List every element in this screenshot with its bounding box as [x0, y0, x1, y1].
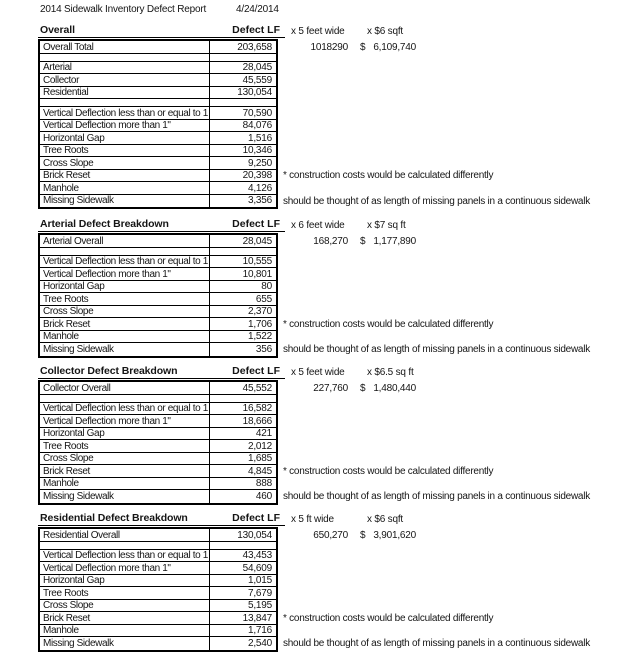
section-body [38, 233, 623, 358]
row-label-cell: Vertical Deflection less than or equal to 1 [40, 256, 210, 268]
table-row [40, 415, 276, 428]
row-label-cell: Brick Reset [40, 465, 210, 477]
table-row [40, 87, 276, 100]
row-label-cell: Residential [40, 87, 210, 99]
cost-multiplier-header: x $6 sqft [367, 514, 403, 525]
row-value-cell: 1,015 [247, 575, 272, 586]
defect-lf-header: Defect LF [214, 24, 285, 38]
defect-lf-header: Defect LF [214, 218, 285, 232]
section-title: Overall [38, 24, 214, 38]
section-header-row [38, 220, 623, 232]
row-value-cell: 1,516 [247, 132, 272, 144]
row-label-cell: Brick Reset [40, 318, 210, 330]
cost-total-value: 1,177,890 [373, 235, 416, 247]
row-label-cell [40, 542, 210, 549]
table-row [40, 306, 276, 319]
table-row [40, 157, 276, 170]
table-row [40, 235, 276, 248]
table-row [40, 331, 276, 344]
row-value-cell: 356 [255, 343, 272, 355]
table-row-blank [40, 54, 276, 62]
construction-cost-note: * construction costs would be calculated differently [283, 465, 494, 477]
section-header-row [38, 26, 623, 38]
section-title: Arterial Defect Breakdown [38, 218, 214, 232]
row-label-cell: Vertical Deflection more than 1" [40, 120, 210, 132]
cost-multiplier-header: x $6.5 sq ft [367, 367, 414, 378]
row-value-cell: 460 [255, 490, 272, 502]
area-sqft-value: 168,270 [313, 235, 348, 247]
row-label-cell: Brick Reset [40, 612, 210, 624]
row-value-cell: 655 [255, 293, 272, 305]
row-label-cell: Cross Slope [40, 157, 210, 169]
row-label-cell: Vertical Deflection more than 1" [40, 415, 210, 427]
width-multiplier-header: x 5 feet wide [291, 367, 345, 378]
table-row [40, 170, 276, 183]
row-label-cell: Manhole [40, 331, 210, 343]
construction-cost-note: * construction costs would be calculated differently [283, 170, 494, 181]
report-section [38, 514, 623, 652]
table-row [40, 268, 276, 281]
row-label-cell: Missing Sidewalk [40, 490, 210, 503]
table-row [40, 600, 276, 613]
table-row [40, 612, 276, 625]
area-sqft-value: 227,760 [313, 382, 348, 394]
table-row [40, 382, 276, 395]
row-value-cell: 4,845 [247, 465, 272, 477]
row-label-cell [40, 99, 210, 106]
row-label-cell: Arterial Overall [40, 235, 210, 247]
area-sqft-value: 650,270 [313, 529, 348, 541]
table-row [40, 120, 276, 133]
table-row [40, 637, 276, 650]
row-label-cell: Collector [40, 74, 210, 86]
row-value-cell: 7,679 [247, 587, 272, 599]
row-value-cell: 45,552 [242, 382, 272, 394]
defect-table [38, 233, 278, 358]
table-row [40, 256, 276, 269]
row-value-cell: 13,847 [242, 612, 272, 624]
row-value-cell: 80 [261, 281, 272, 292]
missing-sidewalk-note: should be thought of as length of missing panels in a continuous sidewalk [283, 638, 590, 649]
row-value-cell: 45,559 [242, 74, 272, 86]
row-value-cell: 28,045 [242, 235, 272, 247]
row-value-cell: 1,522 [247, 331, 272, 342]
cost-total-cell [360, 236, 416, 247]
cost-total-value: 3,901,620 [373, 529, 416, 541]
defect-table [38, 380, 278, 505]
currency-symbol: $ [360, 382, 366, 394]
row-value-cell: 203,658 [237, 41, 272, 53]
row-value-cell: 2,540 [247, 637, 272, 649]
row-label-cell: Vertical Deflection more than 1" [40, 562, 210, 574]
row-label-cell [40, 395, 210, 402]
table-row [40, 293, 276, 306]
table-row [40, 62, 276, 75]
section-body [38, 380, 623, 505]
table-row [40, 529, 276, 542]
table-row-blank [40, 542, 276, 550]
report-title: 2014 Sidewalk Inventory Defect Report [40, 4, 207, 15]
section-body [38, 527, 623, 652]
row-label-cell [40, 54, 210, 61]
table-row [40, 343, 276, 356]
missing-sidewalk-note: should be thought of as length of missing panels in a continuous sidewalk [283, 195, 590, 207]
table-row [40, 74, 276, 87]
table-row-blank [40, 99, 276, 107]
row-value-cell: 4,126 [247, 182, 272, 194]
row-value-cell: 5,195 [247, 600, 272, 611]
table-row [40, 132, 276, 145]
row-label-cell: Residential Overall [40, 529, 210, 541]
row-value-cell: 2,012 [247, 440, 272, 452]
row-label-cell [40, 248, 210, 255]
row-value-cell: 16,582 [242, 403, 272, 414]
table-row [40, 625, 276, 638]
table-row [40, 440, 276, 453]
defect-table [38, 39, 278, 209]
table-row [40, 107, 276, 120]
width-multiplier-header: x 5 feet wide [291, 26, 345, 37]
construction-cost-note: * construction costs would be calculated differently [283, 318, 494, 330]
table-row [40, 403, 276, 416]
row-value-cell: 421 [255, 428, 272, 439]
calculation-values-row [280, 236, 416, 247]
row-label-cell: Vertical Deflection more than 1" [40, 268, 210, 280]
table-row [40, 41, 276, 54]
row-label-cell: Tree Roots [40, 145, 210, 157]
cost-total-value: 1,480,440 [373, 382, 416, 394]
row-label-cell: Vertical Deflection less than or equal to 1 [40, 403, 210, 415]
row-label-cell: Missing Sidewalk [40, 343, 210, 356]
section-header-row [38, 514, 623, 526]
row-label-cell: Manhole [40, 478, 210, 490]
cost-total-value: 6,109,740 [373, 41, 416, 53]
table-row [40, 182, 276, 195]
construction-cost-note: * construction costs would be calculated differently [283, 612, 494, 624]
report-date: 4/24/2014 [236, 4, 279, 15]
table-row [40, 281, 276, 294]
row-label-cell: Cross Slope [40, 453, 210, 465]
cost-total-cell [360, 530, 416, 541]
table-row-blank [40, 248, 276, 256]
row-label-cell: Vertical Deflection less than or equal to 1 [40, 550, 210, 562]
row-label-cell: Brick Reset [40, 170, 210, 182]
row-value-cell: 10,801 [242, 268, 272, 280]
row-value-cell: 70,590 [242, 107, 272, 119]
table-row [40, 575, 276, 588]
row-label-cell: Manhole [40, 625, 210, 637]
row-value-cell [210, 542, 276, 549]
row-label-cell: Arterial [40, 62, 210, 74]
row-label-cell: Vertical Deflection less than or equal to 1 [40, 107, 210, 119]
row-label-cell: Horizontal Gap [40, 575, 210, 587]
section-body [38, 39, 623, 209]
report-section [38, 220, 623, 358]
report-section [38, 367, 623, 505]
table-row [40, 478, 276, 491]
row-value-cell: 84,076 [242, 120, 272, 131]
row-value-cell [210, 395, 276, 402]
row-label-cell: Cross Slope [40, 600, 210, 612]
row-value-cell: 9,250 [247, 157, 272, 169]
table-row [40, 550, 276, 563]
table-row [40, 453, 276, 466]
row-value-cell [210, 248, 276, 255]
defect-lf-header: Defect LF [214, 365, 285, 379]
row-label-cell: Tree Roots [40, 293, 210, 305]
row-label-cell: Manhole [40, 182, 210, 194]
row-value-cell: 10,555 [242, 256, 272, 267]
cost-multiplier-header: x $6 sqft [367, 26, 403, 37]
section-header-row [38, 367, 623, 379]
row-label-cell: Horizontal Gap [40, 132, 210, 144]
row-value-cell: 1,716 [247, 625, 272, 636]
area-sqft-value: 1018290 [310, 41, 348, 53]
section-title: Residential Defect Breakdown [38, 512, 214, 526]
table-row [40, 145, 276, 158]
table-row [40, 195, 276, 208]
table-row [40, 428, 276, 441]
row-label-cell: Missing Sidewalk [40, 195, 210, 208]
row-value-cell [210, 99, 276, 106]
row-value-cell [210, 54, 276, 61]
row-label-cell: Horizontal Gap [40, 281, 210, 293]
width-multiplier-header: x 5 ft wide [291, 514, 334, 525]
row-value-cell: 54,609 [242, 562, 272, 574]
table-row [40, 318, 276, 331]
defect-lf-header: Defect LF [214, 512, 285, 526]
cost-multiplier-header: x $7 sq ft [367, 220, 406, 231]
row-label-cell: Collector Overall [40, 382, 210, 394]
row-label-cell: Missing Sidewalk [40, 637, 210, 650]
row-value-cell: 1,685 [247, 453, 272, 464]
row-label-cell: Tree Roots [40, 587, 210, 599]
width-multiplier-header: x 6 feet wide [291, 220, 345, 231]
table-row [40, 465, 276, 478]
calculation-values-row [280, 530, 416, 541]
row-label-cell: Horizontal Gap [40, 428, 210, 440]
cost-total-cell [360, 42, 416, 53]
row-value-cell: 10,346 [242, 145, 272, 156]
row-value-cell: 888 [255, 478, 272, 489]
row-label-cell: Tree Roots [40, 440, 210, 452]
missing-sidewalk-note: should be thought of as length of missing panels in a continuous sidewalk [283, 491, 590, 502]
row-value-cell: 1,706 [247, 318, 272, 330]
calculation-values-row [280, 42, 416, 53]
table-row-blank [40, 395, 276, 403]
currency-symbol: $ [360, 235, 366, 247]
calculation-values-row [280, 383, 416, 394]
row-label-cell: Cross Slope [40, 306, 210, 318]
row-value-cell: 18,666 [242, 415, 272, 427]
table-row [40, 490, 276, 503]
currency-symbol: $ [360, 529, 366, 541]
row-value-cell: 130,054 [237, 529, 272, 541]
row-value-cell: 28,045 [242, 62, 272, 73]
row-value-cell: 130,054 [237, 87, 272, 98]
row-value-cell: 43,453 [242, 550, 272, 561]
row-value-cell: 20,398 [242, 170, 272, 181]
section-title: Collector Defect Breakdown [38, 365, 214, 379]
currency-symbol: $ [360, 41, 366, 53]
defect-table [38, 527, 278, 652]
table-row [40, 562, 276, 575]
cost-total-cell [360, 383, 416, 394]
row-label-cell: Overall Total [40, 41, 210, 53]
row-value-cell: 3,356 [247, 195, 272, 206]
report-section [38, 26, 623, 209]
missing-sidewalk-note: should be thought of as length of missing panels in a continuous sidewalk [283, 344, 590, 355]
row-value-cell: 2,370 [247, 306, 272, 317]
table-row [40, 587, 276, 600]
